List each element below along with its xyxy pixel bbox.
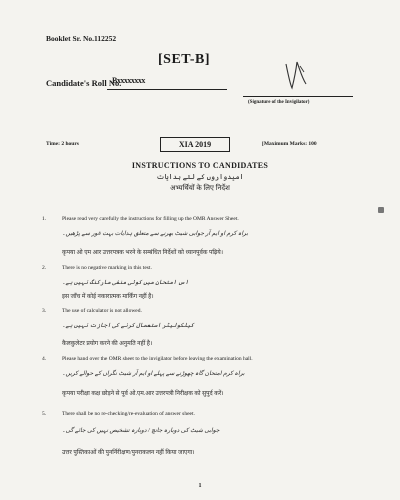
page-number: 1 (198, 483, 202, 489)
invigilator-signature-line (243, 96, 353, 97)
instruction-urdu: جوابی شیٹ کی دوبارہ جانچ / دوبارہ تشخیص نہیں کی جائے گی۔ (62, 428, 220, 434)
roll-number-line (107, 89, 227, 90)
instruction-urdu: اس امتحان میں کوئی منفی مارکنگ نہیں ہے۔ (62, 280, 189, 286)
exam-code-box: XIA 2019 (160, 137, 230, 152)
instruction-number: 5. (42, 411, 47, 417)
instruction-urdu: براہ کرم او ایم آر جوابی شیٹ بھرنے سے متعلق ہدایات بہت غور سے پڑھیں۔ (62, 231, 249, 237)
instruction-number: 2. (42, 265, 47, 271)
instruction-urdu: براہ کرم امتحان گاہ چھوڑنے سے پہلے او ایم آر شیٹ نگراں کے حوالے کریں۔ (62, 371, 245, 377)
instruction-urdu: کیلکولیٹر استعمال کرنے کی اجازت نہیں ہے۔ (62, 323, 195, 329)
instruction-hindi: कृपया परीक्षा कक्ष छोड़ने से पूर्व ओ.एम.आर उत्तरपत्री निरीक्षक को सुपुर्द करें। (62, 391, 224, 397)
set-label: [SET-B] (158, 52, 211, 67)
instruction-english: There is no negative marking in this test. (62, 265, 152, 271)
instruction-english: There shall be no re-checking/re-evaluation of answer sheet. (62, 411, 195, 417)
instructions-title-hindi: अभ्यर्थियों के लिए निर्देश (170, 184, 230, 192)
scan-edge-mark (378, 207, 384, 213)
roll-number-label: Candidate's Roll No. (46, 78, 122, 88)
invigilator-signature-mark (282, 58, 310, 92)
instruction-hindi: कैलकुलेटर प्रयोग करने की अनुमति नहीं है। (62, 341, 153, 347)
instructions-title: INSTRUCTIONS TO CANDIDATES (131, 161, 269, 170)
exam-time: Time: 2 hours (46, 141, 79, 147)
instruction-number: 3. (42, 308, 47, 314)
invigilator-signature-label: (Signature of the Invigilator) (248, 100, 310, 105)
instruction-hindi: कृपया ओ एम आर उत्तरपत्रक भरने के सम्बंधित निर्देशों को ध्यानपूर्वक पढ़िये। (62, 250, 224, 256)
instructions-title-urdu: امیدواروں کے لئے ہدایات (156, 173, 244, 181)
instruction-hindi: उत्तर पुस्तिकाओं की पुनर्निरीक्षण/पुनराकलन नहीं किया जाएगा। (62, 450, 195, 456)
instruction-english: Please hand over the OMR sheet to the invigilator before leaving the examination hall. (62, 356, 253, 362)
booklet-serial: Booklet Sr. No.112252 (46, 34, 117, 43)
instruction-number: 4. (42, 356, 47, 362)
instruction-english: The use of calculator is not allowed. (62, 308, 142, 314)
roll-number-value: Bxxxxxxxx (112, 76, 145, 85)
instruction-english: Please read very carefully the instructions for filling up the OMR Answer Sheet. (62, 216, 239, 222)
instruction-number: 1. (42, 216, 47, 222)
maximum-marks: [Maximum Marks: 100 (262, 141, 317, 147)
instruction-hindi: इस जाँच में कोई नकारात्मक मार्किंग नहीं है। (62, 294, 154, 300)
